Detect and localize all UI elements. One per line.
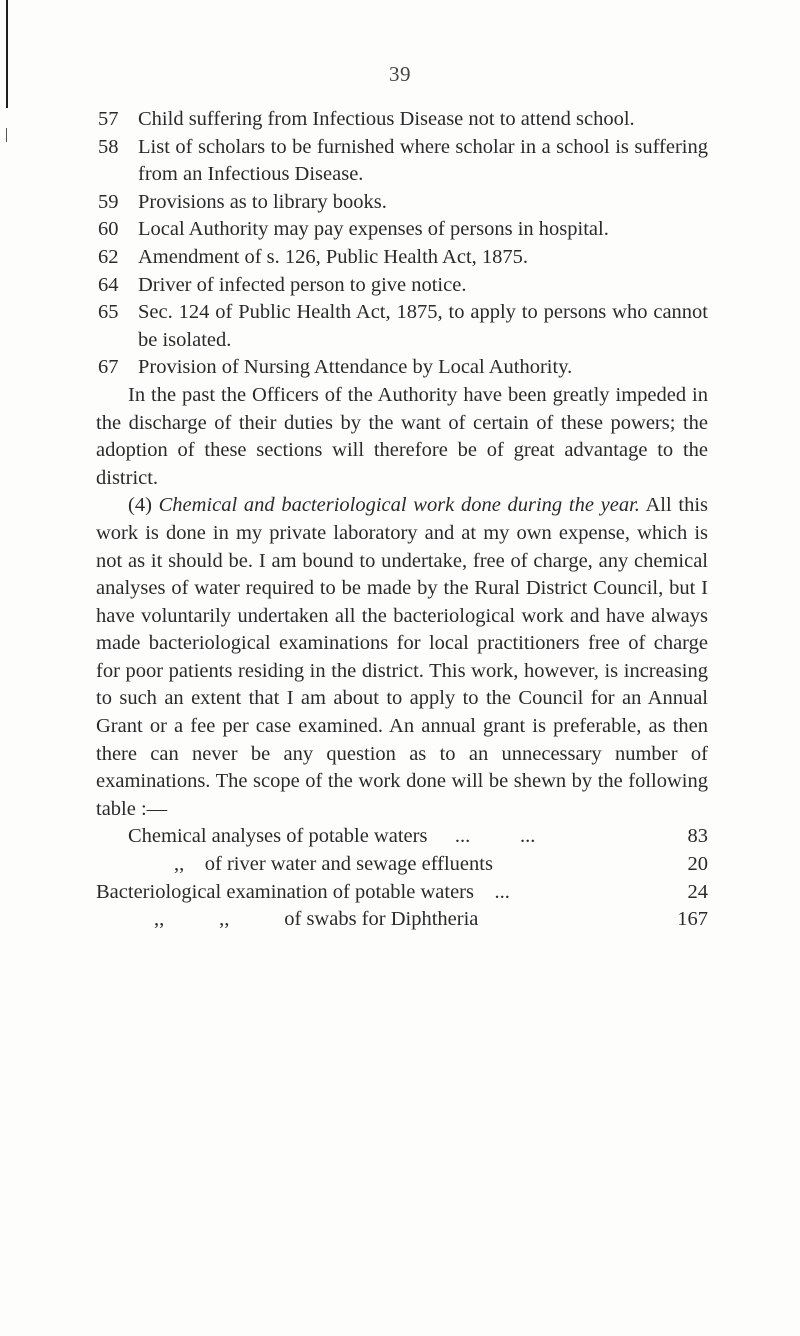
table-row	[96, 823, 708, 851]
row-label-cell	[96, 851, 662, 879]
row-label: Chemical analyses of potable waters	[128, 825, 428, 848]
row-value: 24	[687, 880, 708, 903]
ditto-mark: ,,	[219, 908, 230, 931]
section-item	[96, 134, 708, 189]
binding-edge-tick	[6, 128, 7, 142]
ditto-mark: ,,	[174, 853, 185, 876]
section-number: 57	[98, 108, 119, 130]
section-text: Amendment of s. 126, Public Health Act, 1875.	[138, 245, 529, 268]
section-text: Local Authority may pay expenses of persons in hospital.	[138, 218, 609, 241]
page-number: 39	[389, 62, 411, 86]
examinations-table	[96, 823, 708, 933]
row-value: 167	[677, 908, 708, 931]
row-label-cell	[96, 906, 662, 934]
ditto-mark: ,,	[154, 908, 165, 931]
paragraph-number: (4)	[128, 494, 152, 517]
section-text: Child suffering from Infectious Disease not to attend school.	[138, 108, 635, 130]
section-list	[96, 106, 708, 382]
page-body	[96, 106, 708, 934]
table-row	[96, 879, 708, 907]
paragraph-heading: Chemical and bacteriological work done during the year.	[158, 494, 640, 517]
section-item	[96, 189, 708, 217]
row-label-cell	[96, 879, 662, 907]
officers-paragraph: In the past the Officers of the Authority have been greatly impeded in the discharge of their duties by the want of certain of these powers; the adoption of these sections will therefore be of great advantage to the district.	[96, 383, 708, 489]
section-item	[96, 354, 708, 382]
dot-leader: ...	[454, 825, 471, 848]
section-number: 67	[98, 356, 119, 379]
row-label-cell	[96, 823, 662, 851]
section-number: 64	[98, 273, 119, 296]
section-number: 62	[98, 245, 119, 268]
row-value: 20	[687, 853, 708, 876]
table-row	[96, 851, 708, 879]
section-text: List of scholars to be furnished where scholar in a school is suffering from an Infectious Disease.	[138, 135, 708, 186]
binding-edge-mark	[6, 0, 8, 108]
section-item	[96, 244, 708, 272]
dot-leader: ...	[494, 880, 510, 903]
section-number: 60	[98, 218, 119, 241]
row-value: 83	[687, 825, 708, 848]
row-label: Bacteriological examination of potable waters	[96, 880, 474, 903]
section-text: Provisions as to library books.	[138, 190, 387, 213]
chemical-work-paragraph	[96, 492, 708, 823]
paragraph-body: All this work is done in my private laboratory and at my own expense, which is not as it should be. I am bound to undertake, free of charge, any chemical analyses of water required to be made by the Rural District Council, but I have voluntarily undertaken all the bacteriological work and have always made bacteriological examinations for local practitioners free of charge for poor patients residing in the district. This work, however, is increasing to such an extent that I am about to apply to the Council for an Annual Grant or a fee per case examined. An annual grant is preferable, as then there can never be any question as to an unnecessary number of examinations. The scope of the work done will be shewn by the following table :—	[96, 494, 708, 820]
section-text: Driver of infected person to give notice.	[138, 273, 467, 296]
section-text: Provision of Nursing Attendance by Local Authority.	[138, 356, 573, 379]
section-number: 65	[98, 301, 119, 324]
section-item	[96, 216, 708, 244]
row-label: of swabs for Diphtheria	[284, 908, 479, 931]
table-row	[96, 906, 708, 934]
section-number: 59	[98, 190, 119, 213]
section-item	[96, 106, 708, 134]
section-text: Sec. 124 of Public Health Act, 1875, to apply to persons who cannot be isolated.	[138, 301, 708, 351]
section-item	[96, 299, 708, 354]
dot-leader: ...	[520, 825, 536, 848]
section-number: 58	[98, 135, 119, 158]
row-label: of river water and sewage effluents	[204, 853, 493, 876]
section-item	[96, 272, 708, 300]
